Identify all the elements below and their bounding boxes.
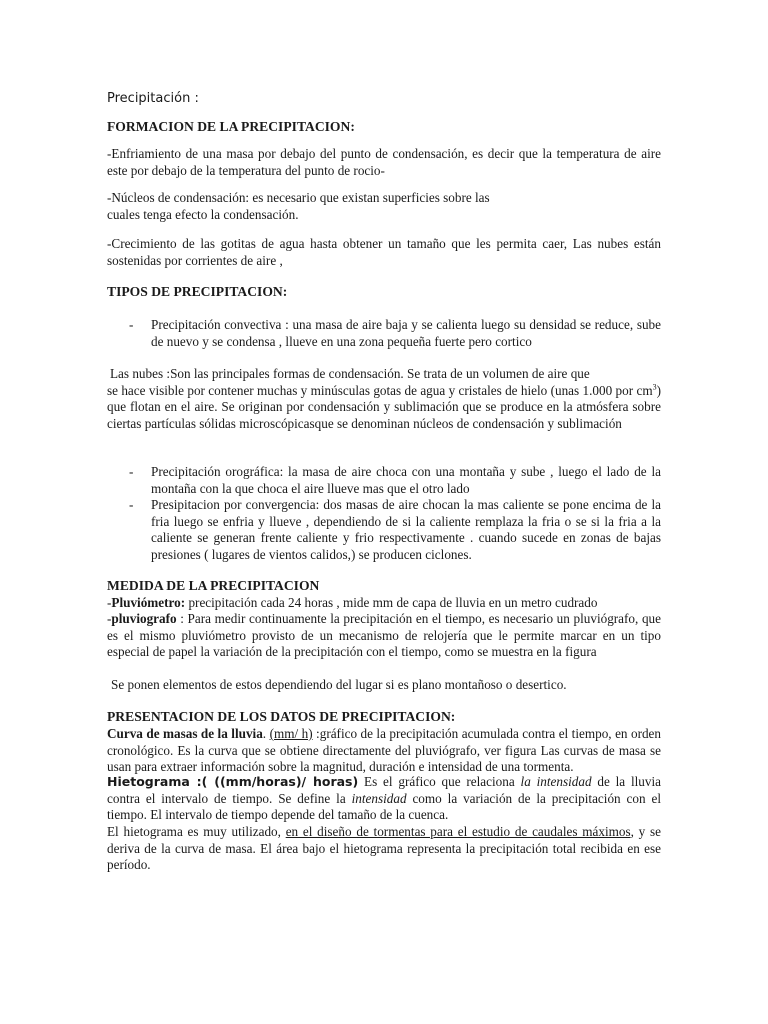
paragraph-nucleos: [107, 190, 661, 223]
list-item-text: Presipitacion por convergencia: dos masas de aire chocan la mas caliente se pone encima de la fria luego se enfria y llueve , dependiendo de si la caliente remplaza la fria o se si la fria a la caliente se generan frente caliente y frio respectivamente . cuando sucede en zonas de bajas presiones ( lugares de vientos calidos,) se producen ciclones.: [151, 497, 661, 562]
heading-tipos: TIPOS DE PRECIPITACION:: [107, 284, 288, 299]
paragraph-nubes: [107, 366, 661, 432]
paragraph-hietograma-uso: El hietograma es muy utilizado, en el diseño de tormentas para el estudio de caudales máximos, y se deriva de la curva de masa. El área bajo el hietograma representa la precipitación total recibida en ese período.: [107, 824, 661, 872]
paragraph-nubes-body: se hace visible por contener muchas y minúsculas gotas de agua y cristales de hielo (unas 1.000 por $cm^3$) que flotan en el aire. Se originan por condensación y sublimación que se produce en la atmósfera sobre ciertas partículas sólidas microscópicasque se denominan núcleos de condensación y sublimación: [107, 382, 661, 431]
paragraph-enfriamiento: -Enfriamiento de una masa por debajo del punto de condensación, es decir que la temperatura de aire este por debajo de la temperatura del punto de rocio-: [107, 146, 661, 178]
list-item-text: Precipitación convectiva : una masa de aire baja y se calienta luego su densidad se reduce, sube de nuevo y se condensa , llueve en una zona pequeña fuerte pero cortico: [151, 317, 661, 349]
paragraph-nucleos-line1: -Núcleos de condensación: es necesario que existan superficies sobre las: [107, 190, 490, 205]
paragraph-crecimiento: -Crecimiento de las gotitas de agua hasta obtener un tamaño que les permita caer, Las nubes están sostenidas por corrientes de aire ,: [107, 236, 661, 268]
paragraph-nucleos-line2: cuales tenga efecto la condensación.: [107, 206, 299, 222]
paragraph-pluviometro: -Pluviómetro: precipitación cada 24 horas , mide mm de capa de lluvia en un metro cudrado: [107, 595, 598, 610]
heading-medida: MEDIDA DE LA PRECIPITACION: [107, 578, 320, 593]
paragraph-hietograma: Hietograma :( ((mm/horas)/ horas) Es el gráfico que relaciona la intensidad de la lluvia contra el intervalo de tiempo. Se define la intensidad como la variación de la precipitación con el tiempo. El intervalo de tiempo depende del tamaño de la cuenca.: [107, 774, 662, 822]
document-title: Precipitación :: [107, 91, 199, 106]
paragraph-elementos: Se ponen elementos de estos dependiendo del lugar si es plano montañoso o desertico.: [111, 677, 567, 692]
heading-formacion: FORMACION DE LA PRECIPITACION:: [107, 119, 355, 134]
list-item-text: Precipitación orográfica: la masa de aire choca con una montaña y sube , luego el lado de la montaña con la que choca el aire llueve mas que el otro lado: [151, 464, 661, 496]
paragraph-pluviografo: -pluviografo : Para medir continuamente la precipitación en el tiempo, es necesario un pluviógrafo, que es el mismo pluviómetro provisto de un mecanismo de relojería que le permite marcar en un tipo especial de papel la variación de la precipitación con el tiempo, como se muestra en la figura: [107, 611, 661, 659]
paragraph-curva-masas: Curva de masas de la lluvia. (mm/ h) :gráfico de la precipitación acumulada contra el tiempo, en orden cronológico. Es la curva que se obtiene directamente del pluviógrafo, ver figura Las curvas de masa se usan para extraer información sobre la magnitud, duración e intensidad de una tormenta.: [107, 726, 661, 774]
paragraph-nubes-line1: Las nubes :Son las principales formas de condensación. Se trata de un volumen de aire que: [110, 366, 590, 381]
heading-presentacion: PRESENTACION DE LOS DATOS DE PRECIPITACION:: [107, 709, 456, 724]
